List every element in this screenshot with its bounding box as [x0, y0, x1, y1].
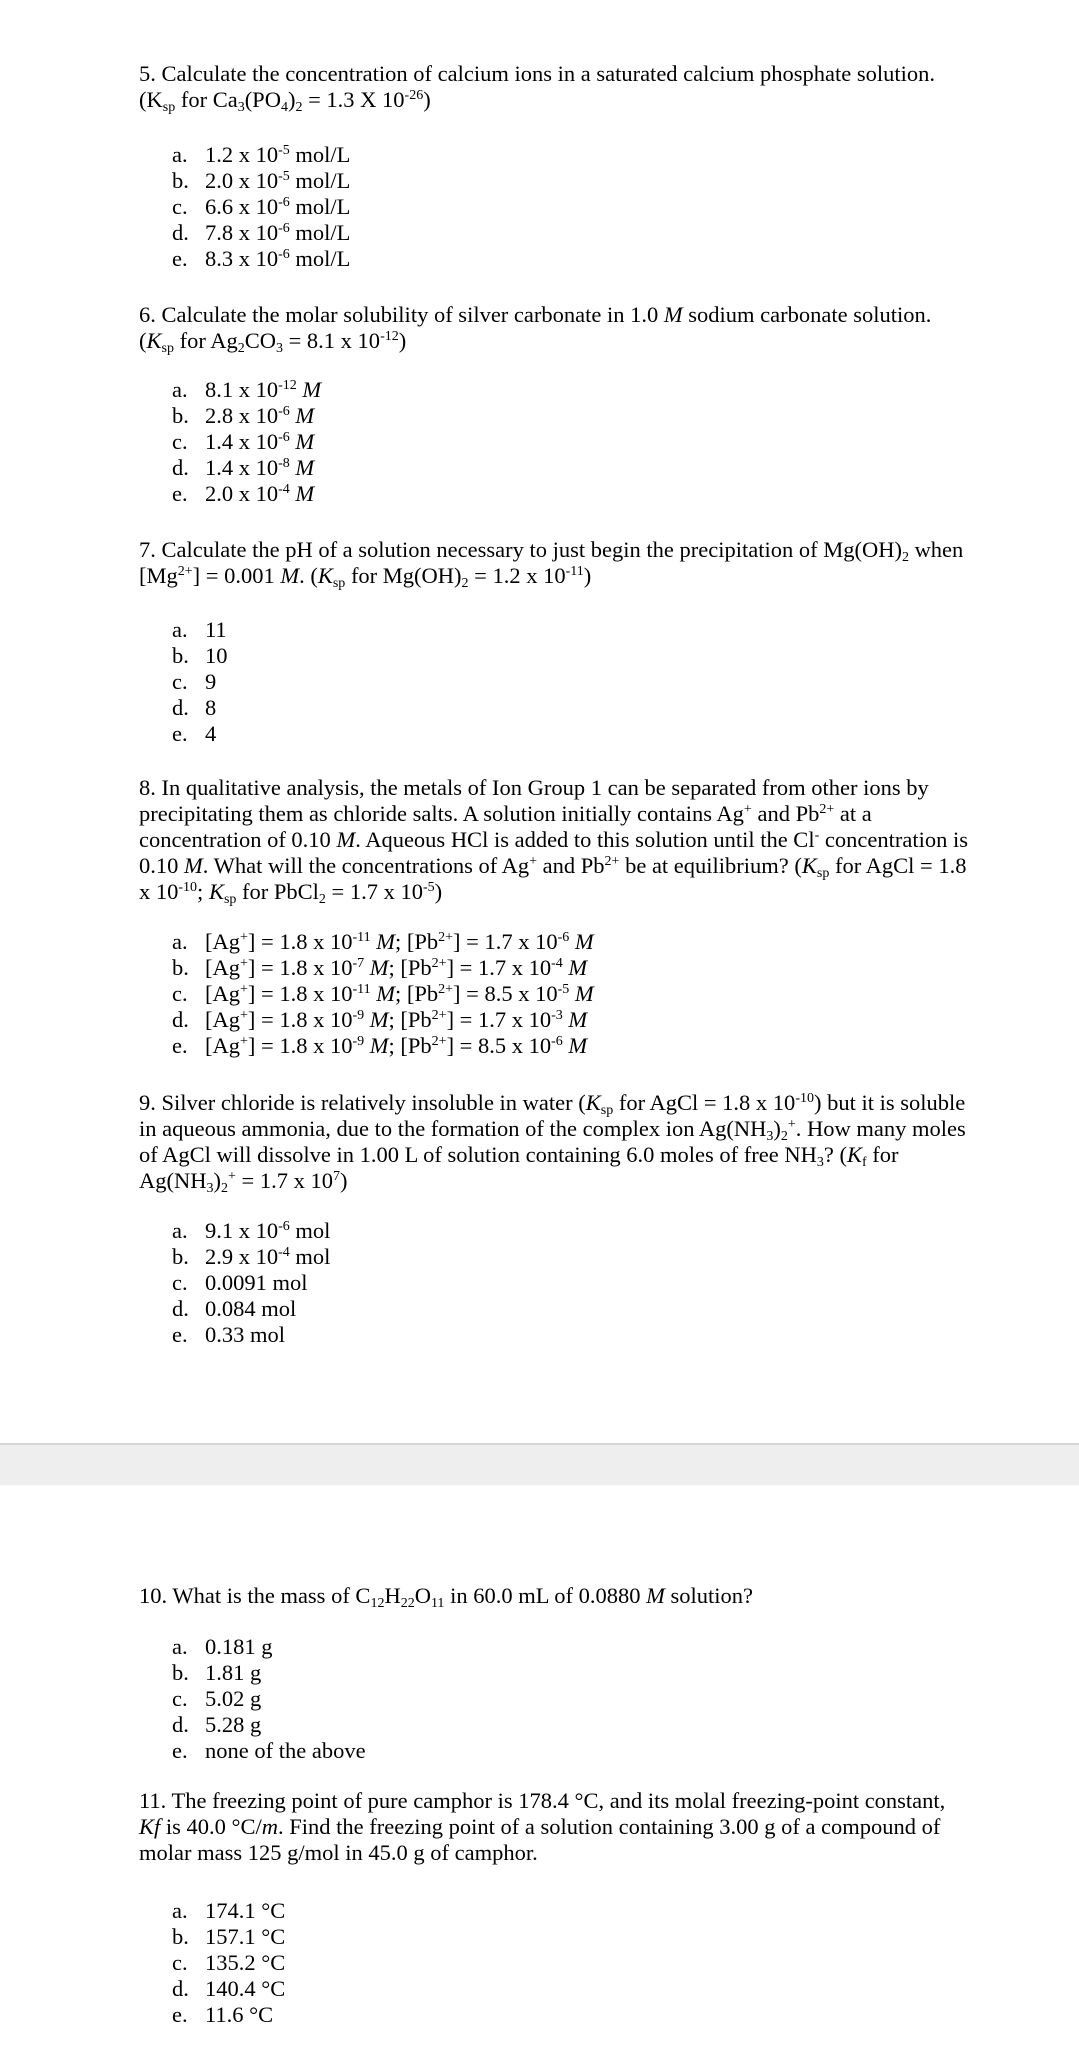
choice-text: 2.9 x $10^{-4}$ mol [205, 1244, 331, 1269]
choice-list [172, 1634, 366, 1764]
choice-letter: a. [172, 377, 188, 402]
question-11 [139, 1788, 969, 2027]
answer-choice [172, 1924, 285, 1950]
choice-text: 174.1 °C [205, 1898, 286, 1923]
choice-letter: c. [172, 429, 188, 454]
choice-letter: b. [172, 1924, 189, 1949]
choice-text: [Ag+] = 1.8 x $10^{-7}$ M; $[Pb^{2+}] = 1.7$ x $10^{-4}$ M [205, 955, 588, 980]
choice-text: [Ag+] = 1.8 x $10^{-11}$ M; $[Pb^{2+}] = 8.5$ x $10^{-5}$ M [205, 981, 594, 1006]
choice-letter: a. [172, 929, 188, 954]
choice-text: 2.0 x $10^{-4}$ M [205, 481, 315, 506]
answer-choice [172, 1660, 366, 1686]
choice-text: 0.0091 mol [205, 1270, 308, 1295]
question-text: 9. Silver chloride is relatively insoluble in water ($K_{sp}$ for AgCl = 1.8 x $10^{-10}$) but it is soluble in aqueous ammonia, due to the formation of the complex ion $Ag(NH_3)_2^+$. How many moles of AgCl will dissolve in 1.00 L of solution containing 6.0 moles of free $NH_3$? ($K_f$ for $Ag(NH_3)_2^+ = 1.7$ x $10^7$) [139, 1090, 966, 1196]
choice-letter: c. [172, 194, 188, 219]
choice-letter: c. [172, 1950, 188, 1975]
answer-choice [172, 1007, 594, 1033]
choice-text: 5.02 g [205, 1686, 262, 1711]
choice-list [172, 1898, 285, 2028]
choice-text: 2.0 x $10^{-5}$ mol/L [205, 168, 351, 193]
choice-letter: d. [172, 455, 189, 480]
answer-choice [172, 1244, 330, 1270]
choice-text: 0.33 mol [205, 1322, 286, 1347]
answer-choice [172, 929, 594, 955]
choice-letter: d. [172, 695, 189, 720]
choice-text: [Ag+] = 1.8 x $10^{-9}$ M; $[Pb^{2+}] = 8.5$ x $10^{-6}$ M [205, 1033, 588, 1058]
choice-letter: e. [172, 246, 188, 271]
choice-list [172, 142, 350, 272]
choice-text: 8.3 x $10^{-6}$ mol/L [205, 246, 351, 271]
choice-letter: e. [172, 481, 188, 506]
question-8 [139, 775, 969, 1058]
choice-text: 1.4 x $10^{-8}$ M [205, 455, 315, 480]
choice-list [172, 1218, 330, 1348]
question-text: 8. In qualitative analysis, the metals of Ion Group 1 can be separated from other ions by precipitating them as chloride salts. A solution initially contains Ag+ and $Pb^{2+}$ at a concentration of 0.10 M. Aqueous HCl is added to this solution until the Cl- concentration is 0.10 M. What will the concentrations of Ag+ and $Pb^{2+}$ be at equilibrium? ($K_{sp}$ for AgCl = 1.8 x $10^{-10}$; $K_{sp}$ for PbCl$_2$ = 1.7 x $10^{-5}$) [139, 775, 968, 907]
question-text: 5. Calculate the concentration of calcium ions in a saturated calcium phosphate solution. ($K_{sp}$ for $Ca_3(PO_4)_2 = 1.3$ X $10^{-26}$) [139, 61, 936, 115]
choice-letter: e. [172, 2002, 188, 2027]
choice-letter: a. [172, 1898, 188, 1923]
choice-text: 0.084 mol [205, 1296, 297, 1321]
answer-choice [172, 1634, 366, 1660]
choice-letter: a. [172, 617, 188, 642]
answer-choice [172, 1218, 330, 1244]
question-text: 6. Calculate the molar solubility of silver carbonate in 1.0 M sodium carbonate solution. ($K_{sp}$ for $Ag_2CO_3 = 8.1$ x $10^{-12}$) [139, 302, 932, 356]
answer-choice [172, 220, 350, 246]
answer-choice [172, 1712, 366, 1738]
answer-choice [172, 142, 350, 168]
choice-text: 1.2 x $10^{-5}$ mol/L [205, 142, 351, 167]
answer-choice [172, 377, 321, 403]
document-page-2 [0, 1485, 1079, 2052]
question-text: 7. Calculate the pH of a solution necessary to just begin the precipitation of $Mg(OH)_2$ when $[Mg^{2+}] = 0.001$ M. ($K_{sp}$ for $Mg(OH)_2 = 1.2$ x $10^{-11}$) [139, 537, 964, 591]
answer-choice [172, 2002, 285, 2028]
choice-text: 9 [205, 669, 217, 694]
choice-text: none of the above [205, 1738, 366, 1763]
question-10 [139, 1583, 969, 1763]
choice-text: 0.181 g [205, 1634, 273, 1659]
choice-letter: a. [172, 1634, 188, 1659]
choice-letter: c. [172, 1686, 188, 1711]
choice-letter: b. [172, 955, 189, 980]
question-7 [139, 537, 969, 746]
choice-letter: d. [172, 220, 189, 245]
choice-text: 7.8 x $10^{-6}$ mol/L [205, 220, 351, 245]
choice-text: 11 [205, 617, 227, 642]
answer-choice [172, 429, 321, 455]
answer-choice [172, 669, 228, 695]
choice-text: 140.4 °C [205, 1976, 286, 2001]
choice-text: 10 [205, 643, 228, 668]
choice-letter: b. [172, 643, 189, 668]
answer-choice [172, 246, 350, 272]
answer-choice [172, 981, 594, 1007]
question-text: 10. What is the mass of $C_{12}H_{22}O_{11}$ in 60.0 mL of 0.0880 M solution? [139, 1583, 753, 1611]
answer-choice [172, 955, 594, 981]
choice-letter: e. [172, 721, 188, 746]
answer-choice [172, 1898, 285, 1924]
choice-letter: b. [172, 1660, 189, 1685]
choice-text: 2.8 x $10^{-6}$ M [205, 403, 315, 428]
choice-text: 4 [205, 721, 217, 746]
answer-choice [172, 695, 228, 721]
answer-choice [172, 1270, 330, 1296]
choice-letter: c. [172, 669, 188, 694]
choice-text: 8.1 x $10^{-12}$ M [205, 377, 322, 402]
question-9 [139, 1090, 969, 1347]
answer-choice [172, 481, 321, 507]
choice-list [172, 617, 228, 747]
choice-text: 1.4 x $10^{-6}$ M [205, 429, 315, 454]
choice-text: 9.1 x $10^{-6}$ mol [205, 1218, 331, 1243]
choice-text: [Ag+] = 1.8 x $10^{-9}$ M; $[Pb^{2+}] = 1.7$ x $10^{-3}$ M [205, 1007, 588, 1032]
choice-letter: b. [172, 1244, 189, 1269]
choice-text: 8 [205, 695, 217, 720]
choice-letter: e. [172, 1738, 188, 1763]
answer-choice [172, 1033, 594, 1059]
choice-letter: d. [172, 1712, 189, 1737]
question-6 [139, 302, 969, 506]
answer-choice [172, 1686, 366, 1712]
answer-choice [172, 1296, 330, 1322]
choice-letter: c. [172, 1270, 188, 1295]
choice-letter: c. [172, 981, 188, 1006]
answer-choice [172, 168, 350, 194]
choice-text: 1.81 g [205, 1660, 262, 1685]
choice-text: [Ag+] = 1.8 x $10^{-11}$ M; $[Pb^{2+}] = 1.7$ x $10^{-6}$ M [205, 929, 594, 954]
choice-letter: d. [172, 1007, 189, 1032]
choice-list [172, 377, 321, 507]
question-5 [139, 61, 969, 271]
choice-text: 157.1 °C [205, 1924, 286, 1949]
answer-choice [172, 403, 321, 429]
answer-choice [172, 455, 321, 481]
choice-letter: e. [172, 1322, 188, 1347]
answer-choice [172, 643, 228, 669]
answer-choice [172, 1322, 330, 1348]
question-text: 11. The freezing point of pure camphor is 178.4 °C, and its molal freezing-point constant, Kf is 40.0 °C/m. Find the freezing point of a solution containing 3.00 g of a compound of molar mass 125 g/mol in 45.0 g of camphor. [139, 1788, 946, 1865]
choice-letter: d. [172, 1296, 189, 1321]
choice-letter: e. [172, 1033, 188, 1058]
answer-choice [172, 1950, 285, 1976]
choice-letter: b. [172, 403, 189, 428]
page-separator [0, 1443, 1079, 1487]
choice-text: 135.2 °C [205, 1950, 286, 1975]
choice-letter: a. [172, 1218, 188, 1243]
choice-text: 6.6 x $10^{-6}$ mol/L [205, 194, 351, 219]
answer-choice [172, 1976, 285, 2002]
choice-letter: b. [172, 168, 189, 193]
answer-choice [172, 194, 350, 220]
choice-letter: d. [172, 1976, 189, 2001]
choice-letter: a. [172, 142, 188, 167]
choice-text: 11.6 °C [205, 2002, 274, 2027]
choice-list [172, 929, 594, 1059]
answer-choice [172, 721, 228, 747]
answer-choice [172, 617, 228, 643]
answer-choice [172, 1738, 366, 1764]
choice-text: 5.28 g [205, 1712, 262, 1737]
